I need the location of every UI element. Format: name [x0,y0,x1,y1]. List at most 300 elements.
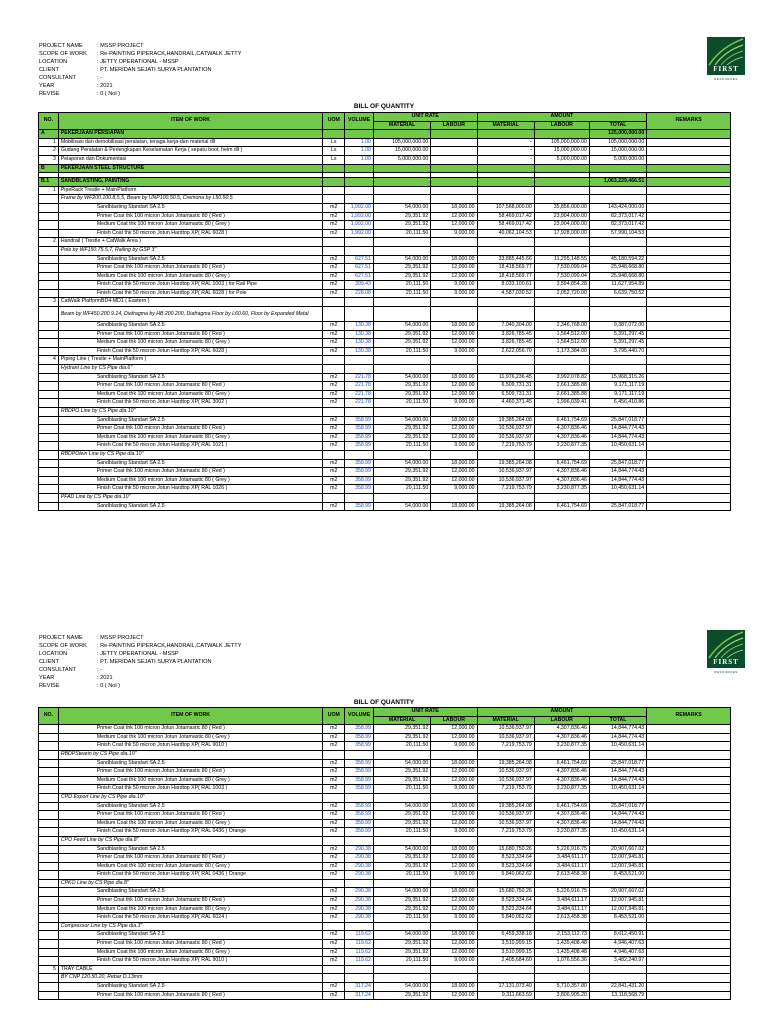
empty-cell [431,186,477,195]
table-row [39,416,731,425]
volume-cell: 119.62 [345,957,374,966]
unit-material-cell: 29,351.92 [373,339,430,348]
volume-cell: 358.99 [345,802,374,811]
table-row [39,836,731,845]
amount-total-cell: 82,373,017.42 [589,221,646,230]
work-description: Pelaporan dan Dokumentasi [58,155,322,164]
empty-cell [39,836,59,845]
remarks-cell [647,905,731,914]
remarks-cell [647,212,731,221]
remarks-cell [647,229,731,238]
amount-material-cell: 15,680,750.26 [477,888,534,897]
amount-material-cell: 17,131,073.40 [477,983,534,992]
item-number [39,416,59,425]
empty-cell [323,493,345,502]
work-description: Sandblasting Standart SA 2.5 [58,888,322,897]
table-row [39,983,731,992]
remarks-cell [647,502,731,511]
empty-cell [39,408,59,417]
table-row [39,238,731,247]
work-description: Finish Coat thk 50 micron Jotun Hardtop XP( RAL 0436 ) Orange [58,871,322,880]
volume-cell: 1.00 [345,138,374,147]
uom-cell: m2 [323,845,345,854]
empty-cell [373,130,430,139]
uom-cell: m2 [323,339,345,348]
amount-total-cell: 25,847,018.77 [589,502,646,511]
header-value: : Re-PAINTING PIPERACK,HANDRAIL,CATWALK JETTY [97,643,242,649]
amount-material-cell: 5,840,062.62 [477,871,534,880]
section-title: PEKERJAAN STEEL STRUCTURE [58,164,322,173]
item-number [39,347,59,356]
amount-material-cell: 7,219,753.79 [477,785,534,794]
item-number [39,871,59,880]
remarks-cell [647,725,731,734]
amount-total-cell: 13,118,568.79 [589,991,646,1000]
header-value: : JETTY OPERATIONAL - MSSP [97,59,179,65]
remarks-cell [647,433,731,442]
amount-material-cell: 19,385,264.08 [477,759,534,768]
empty-cell [477,130,534,139]
unit-material-cell: 20,111.50 [373,785,430,794]
table-row [39,733,731,742]
amount-total-cell: 105,000,000.00 [589,138,646,147]
uom-cell: m2 [323,442,345,451]
empty-cell [345,750,374,759]
unit-labour-cell: 12,000.00 [431,221,477,230]
empty-cell [345,307,374,322]
item-number [39,854,59,863]
amount-material-cell: - [477,155,534,164]
volume-cell: 1,992.00 [345,221,374,230]
empty-cell [431,307,477,322]
amount-total-cell: 25,847,018.77 [589,459,646,468]
item-number [39,759,59,768]
item-number: 2 [39,147,59,156]
unit-material-cell: 20,111.50 [373,442,430,451]
remarks-cell [647,147,731,156]
unit-material-cell: 15,000,000.00 [373,147,430,156]
amount-labour-cell: 2,613,458.38 [534,871,589,880]
uom-cell: m2 [323,229,345,238]
amount-material-cell: 8,523,334.64 [477,897,534,906]
unit-material-cell: 54,000.00 [373,459,430,468]
unit-material-cell: 105,000,000.00 [373,138,430,147]
work-description: Finish Coat thk 50 micron Jotun Hardtop XP( RAL 6028 ) for Pole [58,289,322,298]
company-logo [707,37,745,81]
table-row [39,922,731,931]
work-description: Primer Coat thk 100 micron Jotun Jotamastic 80 ( Red ) [58,854,322,863]
remarks-cell [647,373,731,382]
table-row [39,948,731,957]
empty-cell [345,298,374,307]
item-number [39,819,59,828]
unit-material-cell: 54,000.00 [373,203,430,212]
uom-cell: m2 [323,212,345,221]
empty-cell [589,186,646,195]
uom-cell: m2 [323,330,345,339]
uom-cell: m2 [323,991,345,1000]
col-amount-total: TOTAL [589,716,646,725]
amount-labour-cell: 3,230,877.35 [534,785,589,794]
empty-cell [431,879,477,888]
item-number: 1 [39,138,59,147]
remarks-cell [647,425,731,434]
volume-cell: 399.43 [345,281,374,290]
work-description: Medium Coat thk 100 micron Jotun Jotamastic 80 ( Grey ) [58,433,322,442]
header-value: : PT. MERIDAN SEJATI SURYA PLANTATION [97,67,212,73]
work-description: Medium Coat thk 100 micron Jotun Jotamastic 80 ( Grey ) [58,272,322,281]
unit-material-cell: 20,111.50 [373,281,430,290]
amount-labour-cell: 23,904,000.00 [534,221,589,230]
table-row [39,914,731,923]
amount-total-cell: 22,841,431.20 [589,983,646,992]
table-row [39,433,731,442]
unit-labour-cell: 9,000.00 [431,742,477,751]
table-row [39,888,731,897]
amount-total-cell: 15,000,000.00 [589,147,646,156]
volume-cell: 358.99 [345,502,374,511]
empty-cell [345,974,374,983]
work-description: Finish Coat thk 50 micron Jotun Hardtop XP( RAL 1003 ) [58,785,322,794]
empty-cell [589,879,646,888]
remarks-cell [647,347,731,356]
amount-material-cell: 7,219,753.79 [477,742,534,751]
empty-cell [373,793,430,802]
empty-cell [647,186,731,195]
item-number [39,264,59,273]
unit-material-cell: 20,111.50 [373,485,430,494]
amount-labour-cell: 7,530,099.04 [534,264,589,273]
table-row [39,468,731,477]
unit-labour-cell: 12,000.00 [431,264,477,273]
empty-cell [477,965,534,974]
item-number [39,940,59,949]
table-row [39,476,731,485]
item-number [39,776,59,785]
uom-cell: m2 [323,221,345,230]
empty-cell [431,793,477,802]
amount-total-cell: 5,000,000.00 [589,155,646,164]
table-row [39,203,731,212]
amount-labour-cell: 1,435,408.48 [534,948,589,957]
table-row [39,785,731,794]
unit-material-cell: 20,111.50 [373,957,430,966]
col-amount: AMOUNT [477,708,647,717]
uom-cell: m2 [323,468,345,477]
empty-cell [323,298,345,307]
uom-cell: m2 [323,948,345,957]
amount-total-cell: 12,007,945.81 [589,897,646,906]
col-amount-material: MATERIAL [477,716,534,725]
empty-cell [373,195,430,204]
spec-description: CPKO Line by CS Pipe dia.8" [58,879,322,888]
empty-cell [323,195,345,204]
table-row [39,212,731,221]
table-row [39,811,731,820]
palm-leaf-icon [707,37,745,67]
empty-cell [477,493,534,502]
volume-cell: 358.99 [345,442,374,451]
remarks-cell [647,776,731,785]
amount-labour-cell: 3,484,611.17 [534,905,589,914]
empty-cell [39,922,59,931]
volume-cell: 358.99 [345,819,374,828]
uom-cell: m2 [323,255,345,264]
item-number [39,502,59,511]
work-description: Primer Coat thk 100 micron Jotun Jotamastic 80 ( Red ) [58,940,322,949]
table-row [39,365,731,374]
col-amount-total: TOTAL [589,121,646,130]
empty-cell [373,238,430,247]
header-row [39,658,241,666]
table-row [39,991,731,1000]
amount-material-cell: 11,976,236.45 [477,373,534,382]
empty-cell [477,879,534,888]
empty-cell [373,750,430,759]
empty-cell [431,130,477,139]
remarks-cell [647,138,731,147]
section-title: SANDBLASTING, PAINTING [58,178,322,187]
amount-total-cell: 14,844,774.43 [589,733,646,742]
amount-total-cell: 10,450,631.14 [589,742,646,751]
empty-cell [373,974,430,983]
amount-material-cell: 7,219,753.79 [477,828,534,837]
unit-material-cell: 29,351.92 [373,897,430,906]
empty-cell [345,186,374,195]
volume-cell: 221.78 [345,399,374,408]
volume-cell: 358.99 [345,759,374,768]
unit-labour-cell: 9,000.00 [431,289,477,298]
spec-description: RBDPOlein Line by CS Pipe dia.10" [58,450,322,459]
empty-cell [589,450,646,459]
unit-material-cell: 29,351.92 [373,725,430,734]
work-description: Sandblasting Standart SA 2.5 [58,203,322,212]
table-row [39,854,731,863]
unit-material-cell: 29,351.92 [373,811,430,820]
empty-cell [534,195,589,204]
table-row [39,399,731,408]
empty-cell [323,365,345,374]
work-description: Medium Coat thk 100 micron Jotun Jotamastic 80 ( Grey ) [58,776,322,785]
amount-total-cell: 20,907,667.02 [589,845,646,854]
amount-labour-cell: 6,461,754.69 [534,502,589,511]
empty-cell [534,836,589,845]
work-description: Sandblasting Standart SA 2.5 [58,373,322,382]
table-row [39,905,731,914]
empty-cell [477,238,534,247]
amount-material-cell: 8,033,100.61 [477,281,534,290]
table-row [39,897,731,906]
work-description: Sandblasting Standart SA 2.5 [58,802,322,811]
empty-cell [373,178,430,187]
amount-total-cell: 12,007,945.81 [589,862,646,871]
item-number [39,905,59,914]
col-volume: VOLUME [345,708,374,725]
amount-material-cell: 4,587,030.52 [477,289,534,298]
section-title: PEKERJAAN PERSIAPAN [58,130,322,139]
remarks-cell [647,485,731,494]
amount-labour-cell: 17,928,000.00 [534,229,589,238]
remarks-cell [647,742,731,751]
empty-cell [323,246,345,255]
unit-material-cell: 20,111.50 [373,828,430,837]
header-row [39,66,241,74]
item-number [39,339,59,348]
unit-labour-cell: 12,000.00 [431,776,477,785]
empty-cell [647,365,731,374]
volume-cell: 119.62 [345,940,374,949]
header-key: PROJECT NAME [39,635,83,641]
table-row [39,442,731,451]
empty-cell [323,793,345,802]
volume-cell: 290.38 [345,897,374,906]
section-total: 1,063,229,466.51 [589,178,646,187]
uom-cell: Ls [323,147,345,156]
amount-total-cell: 14,844,774.43 [589,811,646,820]
amount-material-cell: 7,040,304.00 [477,322,534,331]
table-row [39,485,731,494]
remarks-cell [647,476,731,485]
unit-labour-cell: 12,000.00 [431,991,477,1000]
header-row [39,50,241,58]
empty-cell [345,246,374,255]
amount-labour-cell: 5,226,916.75 [534,845,589,854]
amount-total-cell: 10,450,631.14 [589,442,646,451]
empty-cell [345,965,374,974]
empty-cell [589,307,646,322]
empty-cell [431,298,477,307]
item-number [39,221,59,230]
amount-labour-cell: 3,992,078.82 [534,373,589,382]
work-description: Finish Coat thk 50 micron Jotun Hardtop XP( RAL 1003 ) for Rail Pipe [58,281,322,290]
table-row [39,307,731,322]
empty-cell [373,836,430,845]
uom-cell: m2 [323,459,345,468]
empty-cell [647,750,731,759]
empty-cell [39,365,59,374]
remarks-cell [647,221,731,230]
unit-labour-cell: 18,000.00 [431,759,477,768]
amount-total-cell: 25,847,018.77 [589,759,646,768]
amount-total-cell: 25,847,018.77 [589,416,646,425]
remarks-cell [647,897,731,906]
remarks-cell [647,468,731,477]
empty-cell [647,836,731,845]
table-row [39,164,731,173]
volume-cell: 290.38 [345,914,374,923]
empty-cell [323,164,345,173]
volume-cell: 228.08 [345,289,374,298]
amount-labour-cell: 7,530,099.04 [534,272,589,281]
header-row [39,82,241,90]
remarks-cell [647,811,731,820]
amount-material-cell: 6,509,731.31 [477,390,534,399]
uom-cell: m2 [323,322,345,331]
amount-total-cell: 10,450,631.14 [589,785,646,794]
amount-labour-cell: 2,052,720.00 [534,289,589,298]
amount-labour-cell: 4,307,836.46 [534,468,589,477]
unit-material-cell: 29,351.92 [373,768,430,777]
uom-cell: m2 [323,888,345,897]
amount-total-cell: 14,844,774.43 [589,819,646,828]
amount-labour-cell: 3,484,611.17 [534,897,589,906]
header-value: : - [97,667,102,673]
empty-cell [345,793,374,802]
amount-total-cell: 9,171,117.19 [589,382,646,391]
col-amount: AMOUNT [477,113,647,122]
item-number [39,485,59,494]
header-key: PROJECT NAME [39,43,83,49]
unit-labour-cell: 12,000.00 [431,897,477,906]
uom-cell: m2 [323,476,345,485]
col-no: NO. [39,113,59,130]
table-row [39,221,731,230]
amount-total-cell: 14,844,774.43 [589,425,646,434]
work-description: Sandblasting Standart SA 2.5 [58,759,322,768]
unit-labour-cell: 12,000.00 [431,433,477,442]
amount-material-cell: 8,523,334.64 [477,854,534,863]
amount-material-cell: 10,536,937.97 [477,811,534,820]
work-description: Finish Coat thk 50 micron Jotun Hardtop XP( RAL 1021 ) [58,442,322,451]
amount-material-cell: 18,418,569.77 [477,272,534,281]
amount-material-cell: 10,536,937.97 [477,768,534,777]
boq-table [38,707,731,1000]
volume-cell: 358.99 [345,742,374,751]
unit-material-cell: 29,351.92 [373,948,430,957]
work-description: Finish Coat thk 50 micron Jotun Hardtop XP( RAL 3002 ) [58,399,322,408]
empty-cell [477,974,534,983]
spec-description: CPO Feed Line by CS Pipe dia.8" [58,836,322,845]
empty-cell [345,408,374,417]
item-number [39,212,59,221]
work-description: Primer Coat thk 100 micron Jotun Jotamastic 80 ( Red ) [58,212,322,221]
header-value: : PT. MERIDAN SEJATI SURYA PLANTATION [97,659,212,665]
empty-cell [345,238,374,247]
unit-labour-cell: 18,000.00 [431,203,477,212]
col-unit-rate: UNIT RATE [373,708,477,717]
unit-labour-cell: 18,000.00 [431,416,477,425]
empty-cell [431,493,477,502]
remarks-cell [647,733,731,742]
empty-cell [589,493,646,502]
empty-cell [589,298,646,307]
amount-material-cell: 58,469,017.42 [477,221,534,230]
empty-cell [373,186,430,195]
item-number [39,433,59,442]
unit-material-cell: 29,351.92 [373,991,430,1000]
col-unit-labour: LABOUR [431,121,477,130]
remarks-cell [647,957,731,966]
volume-cell: 130.38 [345,322,374,331]
unit-material-cell: 29,351.92 [373,476,430,485]
remarks-cell [647,459,731,468]
uom-cell: m2 [323,399,345,408]
item-number [39,203,59,212]
unit-material-cell: 54,000.00 [373,502,430,511]
volume-cell: 358.99 [345,828,374,837]
col-amount-labour: LABOUR [534,716,589,725]
header-value: : JETTY OPERATIONAL - MSSP [97,651,179,657]
volume-cell: 627.51 [345,272,374,281]
empty-cell [647,879,731,888]
amount-material-cell: - [477,138,534,147]
amount-labour-cell: 6,461,754.69 [534,802,589,811]
item-number [39,897,59,906]
uom-cell: m2 [323,281,345,290]
amount-labour-cell: 2,661,385.88 [534,390,589,399]
table-row [39,382,731,391]
unit-material-cell: 29,351.92 [373,264,430,273]
